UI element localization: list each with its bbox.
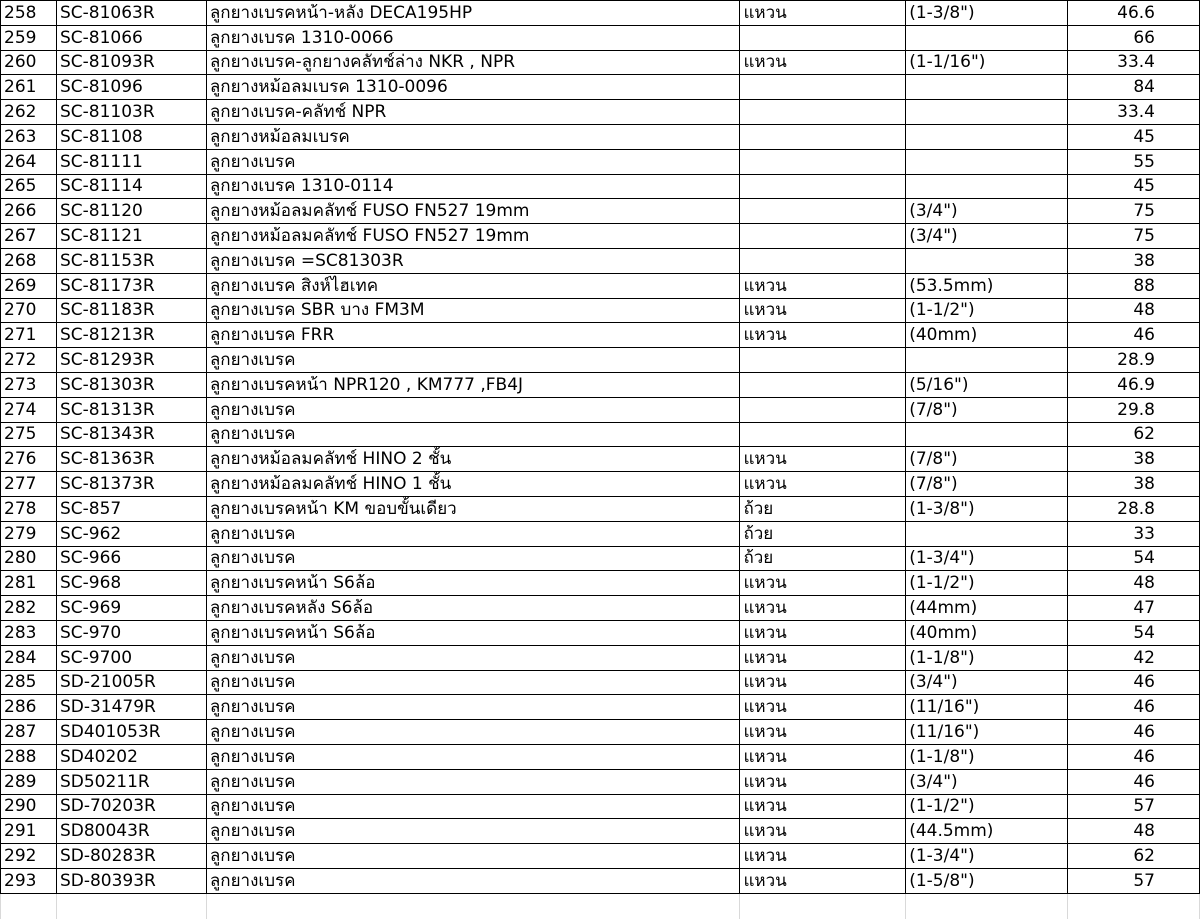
cell-part-code[interactable]: SC-969	[56, 596, 206, 621]
cell-description[interactable]: ลูกยางเบรค	[206, 348, 740, 373]
cell-description[interactable]: ลูกยางเบรคหน้า S6ล้อ	[206, 571, 740, 596]
cell-part-code[interactable]: SD401053R	[56, 720, 206, 745]
cell-price[interactable]: 46	[1068, 744, 1200, 769]
cell-description[interactable]: ลูกยางเบรคหน้า KM ขอบขั้นเดียว	[206, 496, 740, 521]
cell-price[interactable]: 45	[1068, 174, 1200, 199]
cell-description[interactable]: ลูกยางหม้อลมคลัทช์ HINO 2 ชั้น	[206, 447, 740, 472]
cell-size[interactable]: (1-1/2")	[906, 794, 1068, 819]
cell-type[interactable]: แหวน	[740, 868, 906, 893]
cell-price[interactable]: 33	[1068, 521, 1200, 546]
cell-size[interactable]: (1-3/4")	[906, 844, 1068, 869]
cell-type[interactable]: แหวน	[740, 50, 906, 75]
empty-cell[interactable]	[740, 893, 906, 919]
cell-price[interactable]: 28.8	[1068, 496, 1200, 521]
cell-size[interactable]: (3/4")	[906, 224, 1068, 249]
table-row	[1, 422, 1200, 447]
cell-description[interactable]: ลูกยางเบรค	[206, 695, 740, 720]
table-row	[1, 571, 1200, 596]
cell-description[interactable]: ลูกยางเบรค =SC81303R	[206, 248, 740, 273]
cell-description[interactable]: ลูกยางเบรค	[206, 819, 740, 844]
cell-description[interactable]: ลูกยางหม้อลมคลัทช์ FUSO FN527 19mm	[206, 224, 740, 249]
cell-part-code[interactable]: SD80043R	[56, 819, 206, 844]
cell-size[interactable]: (1-1/16")	[906, 50, 1068, 75]
table-row	[1, 521, 1200, 546]
cell-price[interactable]: 84	[1068, 75, 1200, 100]
cell-price[interactable]: 48	[1068, 819, 1200, 844]
table-row	[1, 174, 1200, 199]
cell-description[interactable]: ลูกยางเบรคหลัง S6ล้อ	[206, 596, 740, 621]
cell-size[interactable]: (1-5/8")	[906, 868, 1068, 893]
cell-type[interactable]	[740, 199, 906, 224]
cell-price[interactable]: 66	[1068, 25, 1200, 50]
table-row	[1, 695, 1200, 720]
cell-row-number[interactable]: 265	[1, 174, 57, 199]
cell-type[interactable]: แหวน	[740, 298, 906, 323]
cell-row-number[interactable]: 275	[1, 422, 57, 447]
empty-cell[interactable]	[206, 893, 740, 919]
cell-part-code[interactable]: SC-966	[56, 546, 206, 571]
cell-description[interactable]: ลูกยางเบรคหน้า NPR120 , KM777 ,FB4J	[206, 372, 740, 397]
cell-price[interactable]: 75	[1068, 224, 1200, 249]
cell-part-code[interactable]: SC-81363R	[56, 447, 206, 472]
table-row	[1, 149, 1200, 174]
cell-size[interactable]	[906, 124, 1068, 149]
cell-part-code[interactable]: SD-31479R	[56, 695, 206, 720]
cell-row-number[interactable]: 292	[1, 844, 57, 869]
cell-price[interactable]: 46	[1068, 769, 1200, 794]
table-row	[1, 720, 1200, 745]
cell-row-number[interactable]: 272	[1, 348, 57, 373]
cell-size[interactable]: (44.5mm)	[906, 819, 1068, 844]
cell-type[interactable]: แหวน	[740, 769, 906, 794]
table-row	[1, 124, 1200, 149]
cell-part-code[interactable]: SC-81373R	[56, 472, 206, 497]
cell-price[interactable]: 46.9	[1068, 372, 1200, 397]
cell-size[interactable]: (44mm)	[906, 596, 1068, 621]
cell-price[interactable]: 46	[1068, 323, 1200, 348]
cell-row-number[interactable]: 280	[1, 546, 57, 571]
cell-part-code[interactable]: SD-80393R	[56, 868, 206, 893]
empty-cell[interactable]	[56, 893, 206, 919]
cell-size[interactable]: (11/16")	[906, 720, 1068, 745]
cell-price[interactable]: 88	[1068, 273, 1200, 298]
cell-description[interactable]: ลูกยางเบรค	[206, 546, 740, 571]
table-row	[1, 224, 1200, 249]
cell-price[interactable]: 28.9	[1068, 348, 1200, 373]
table-row	[1, 348, 1200, 373]
cell-part-code[interactable]: SC-81313R	[56, 397, 206, 422]
cell-description[interactable]: ลูกยางเบรคหน้า S6ล้อ	[206, 620, 740, 645]
cell-part-code[interactable]: SD50211R	[56, 769, 206, 794]
cell-row-number[interactable]: 279	[1, 521, 57, 546]
cell-description[interactable]: ลูกยางเบรค	[206, 794, 740, 819]
cell-row-number[interactable]: 282	[1, 596, 57, 621]
cell-price[interactable]: 46.6	[1068, 1, 1200, 26]
cell-size[interactable]: (40mm)	[906, 620, 1068, 645]
cell-part-code[interactable]: SD-70203R	[56, 794, 206, 819]
cell-price[interactable]: 46	[1068, 670, 1200, 695]
cell-description[interactable]: ลูกยางหม้อลมคลัทช์ HINO 1 ชั้น	[206, 472, 740, 497]
cell-part-code[interactable]: SD-80283R	[56, 844, 206, 869]
cell-row-number[interactable]: 286	[1, 695, 57, 720]
cell-row-number[interactable]: 284	[1, 645, 57, 670]
table-row	[1, 298, 1200, 323]
cell-price[interactable]: 45	[1068, 124, 1200, 149]
table-row	[1, 670, 1200, 695]
cell-type[interactable]	[740, 224, 906, 249]
table-row	[1, 50, 1200, 75]
cell-size[interactable]	[906, 422, 1068, 447]
cell-price[interactable]: 42	[1068, 645, 1200, 670]
table-row	[1, 372, 1200, 397]
cell-size[interactable]: (40mm)	[906, 323, 1068, 348]
cell-row-number[interactable]: 268	[1, 248, 57, 273]
cell-type[interactable]: แหวน	[740, 620, 906, 645]
empty-cell[interactable]	[906, 893, 1068, 919]
cell-type[interactable]	[740, 25, 906, 50]
cell-part-code[interactable]: SC-857	[56, 496, 206, 521]
cell-description[interactable]: ลูกยางเบรค 1310-0114	[206, 174, 740, 199]
cell-row-number[interactable]: 271	[1, 323, 57, 348]
cell-row-number[interactable]: 278	[1, 496, 57, 521]
cell-description[interactable]: ลูกยางเบรค 1310-0066	[206, 25, 740, 50]
cell-description[interactable]: ลูกยางเบรค	[206, 149, 740, 174]
table-row	[1, 1, 1200, 26]
table-row	[1, 596, 1200, 621]
cell-price[interactable]: 38	[1068, 248, 1200, 273]
cell-part-code[interactable]: SC-81066	[56, 25, 206, 50]
cell-row-number[interactable]: 258	[1, 1, 57, 26]
cell-row-number[interactable]: 266	[1, 199, 57, 224]
cell-type[interactable]	[740, 248, 906, 273]
cell-type[interactable]: แหวน	[740, 720, 906, 745]
cell-size[interactable]: (1-3/8")	[906, 496, 1068, 521]
cell-type[interactable]	[740, 174, 906, 199]
cell-description[interactable]: ลูกยางเบรค สิงห์ไฮเทค	[206, 273, 740, 298]
cell-type[interactable]: แหวน	[740, 273, 906, 298]
cell-size[interactable]	[906, 149, 1068, 174]
cell-description[interactable]: ลูกยางเบรค	[206, 744, 740, 769]
cell-row-number[interactable]: 262	[1, 100, 57, 125]
cell-part-code[interactable]: SC-81343R	[56, 422, 206, 447]
cell-row-number[interactable]: 264	[1, 149, 57, 174]
cell-description[interactable]: ลูกยางเบรค SBR บาง FM3M	[206, 298, 740, 323]
table-row	[1, 794, 1200, 819]
cell-price[interactable]: 55	[1068, 149, 1200, 174]
cell-price[interactable]: 57	[1068, 868, 1200, 893]
table-row	[1, 868, 1200, 893]
cell-type[interactable]	[740, 100, 906, 125]
cell-size[interactable]: (3/4")	[906, 199, 1068, 224]
cell-size[interactable]: (1-3/8")	[906, 1, 1068, 26]
cell-row-number[interactable]: 273	[1, 372, 57, 397]
cell-row-number[interactable]: 261	[1, 75, 57, 100]
cell-size[interactable]	[906, 100, 1068, 125]
cell-size[interactable]: (3/4")	[906, 670, 1068, 695]
cell-part-code[interactable]: SC-81063R	[56, 1, 206, 26]
table-row	[1, 472, 1200, 497]
cell-type[interactable]	[740, 372, 906, 397]
cell-part-code[interactable]: SC-81096	[56, 75, 206, 100]
cell-size[interactable]	[906, 174, 1068, 199]
cell-size[interactable]: (1-1/2")	[906, 571, 1068, 596]
cell-type[interactable]	[740, 397, 906, 422]
cell-part-code[interactable]: SC-81103R	[56, 100, 206, 125]
cell-row-number[interactable]: 293	[1, 868, 57, 893]
table-row	[1, 75, 1200, 100]
cell-description[interactable]: ลูกยางเบรค	[206, 422, 740, 447]
cell-price[interactable]: 47	[1068, 596, 1200, 621]
cell-description[interactable]: ลูกยางเบรค-คลัทช์ NPR	[206, 100, 740, 125]
table-row	[1, 744, 1200, 769]
cell-description[interactable]: ลูกยางเบรค	[206, 868, 740, 893]
cell-type[interactable]: แหวน	[740, 744, 906, 769]
price-list-body	[1, 1, 1200, 919]
cell-row-number[interactable]: 259	[1, 25, 57, 50]
cell-row-number[interactable]: 263	[1, 124, 57, 149]
cell-size[interactable]	[906, 75, 1068, 100]
cell-part-code[interactable]: SC-81173R	[56, 273, 206, 298]
cell-type[interactable]	[740, 422, 906, 447]
cell-part-code[interactable]: SC-81213R	[56, 323, 206, 348]
empty-row	[1, 893, 1200, 919]
cell-row-number[interactable]: 291	[1, 819, 57, 844]
table-row	[1, 199, 1200, 224]
cell-description[interactable]: ลูกยางเบรค	[206, 769, 740, 794]
cell-size[interactable]: (1-1/8")	[906, 744, 1068, 769]
cell-part-code[interactable]: SC-81120	[56, 199, 206, 224]
cell-type[interactable]: แหวน	[740, 1, 906, 26]
table-row	[1, 620, 1200, 645]
cell-size[interactable]	[906, 25, 1068, 50]
cell-row-number[interactable]: 289	[1, 769, 57, 794]
cell-price[interactable]: 57	[1068, 794, 1200, 819]
cell-type[interactable]: แหวน	[740, 695, 906, 720]
cell-price[interactable]: 54	[1068, 620, 1200, 645]
cell-row-number[interactable]: 290	[1, 794, 57, 819]
cell-type[interactable]: แหวน	[740, 670, 906, 695]
cell-type[interactable]: ถ้วย	[740, 496, 906, 521]
cell-price[interactable]: 33.4	[1068, 100, 1200, 125]
cell-part-code[interactable]: SC-962	[56, 521, 206, 546]
cell-price[interactable]: 46	[1068, 695, 1200, 720]
cell-part-code[interactable]: SC-81293R	[56, 348, 206, 373]
table-row	[1, 546, 1200, 571]
cell-type[interactable]: แหวน	[740, 447, 906, 472]
table-row	[1, 447, 1200, 472]
cell-size[interactable]: (11/16")	[906, 695, 1068, 720]
cell-type[interactable]: แหวน	[740, 645, 906, 670]
cell-size[interactable]	[906, 348, 1068, 373]
cell-type[interactable]	[740, 75, 906, 100]
cell-part-code[interactable]: SC-81183R	[56, 298, 206, 323]
cell-description[interactable]: ลูกยางเบรค	[206, 521, 740, 546]
cell-size[interactable]: (7/8")	[906, 447, 1068, 472]
cell-size[interactable]: (3/4")	[906, 769, 1068, 794]
cell-type[interactable]: แหวน	[740, 596, 906, 621]
cell-row-number[interactable]: 276	[1, 447, 57, 472]
cell-type[interactable]	[740, 348, 906, 373]
empty-cell[interactable]	[1068, 893, 1200, 919]
empty-cell[interactable]	[1, 893, 57, 919]
cell-part-code[interactable]: SD40202	[56, 744, 206, 769]
cell-type[interactable]: แหวน	[740, 472, 906, 497]
table-row	[1, 769, 1200, 794]
cell-description[interactable]: ลูกยางเบรคหน้า-หลัง DECA195HP	[206, 1, 740, 26]
cell-type[interactable]: ถ้วย	[740, 546, 906, 571]
cell-row-number[interactable]: 274	[1, 397, 57, 422]
cell-description[interactable]: ลูกยางเบรค FRR	[206, 323, 740, 348]
cell-description[interactable]: ลูกยางหม้อลมเบรค	[206, 124, 740, 149]
cell-part-code[interactable]: SD-21005R	[56, 670, 206, 695]
cell-type[interactable]	[740, 149, 906, 174]
cell-row-number[interactable]: 260	[1, 50, 57, 75]
cell-part-code[interactable]: SC-970	[56, 620, 206, 645]
cell-row-number[interactable]: 285	[1, 670, 57, 695]
cell-description[interactable]: ลูกยางหม้อลมคลัทช์ FUSO FN527 19mm	[206, 199, 740, 224]
cell-row-number[interactable]: 281	[1, 571, 57, 596]
cell-type[interactable]: แหวน	[740, 844, 906, 869]
cell-row-number[interactable]: 283	[1, 620, 57, 645]
cell-row-number[interactable]: 287	[1, 720, 57, 745]
cell-price[interactable]: 62	[1068, 844, 1200, 869]
cell-description[interactable]: ลูกยางเบรค	[206, 397, 740, 422]
cell-description[interactable]: ลูกยางเบรค	[206, 670, 740, 695]
cell-part-code[interactable]: SC-81108	[56, 124, 206, 149]
cell-price[interactable]: 46	[1068, 720, 1200, 745]
table-row	[1, 323, 1200, 348]
cell-size[interactable]: (1-1/8")	[906, 645, 1068, 670]
cell-row-number[interactable]: 270	[1, 298, 57, 323]
table-row	[1, 645, 1200, 670]
cell-size[interactable]: (7/8")	[906, 397, 1068, 422]
cell-type[interactable]: ถ้วย	[740, 521, 906, 546]
cell-row-number[interactable]: 269	[1, 273, 57, 298]
cell-type[interactable]: แหวน	[740, 819, 906, 844]
table-row	[1, 819, 1200, 844]
cell-description[interactable]: ลูกยางหม้อลมเบรค 1310-0096	[206, 75, 740, 100]
cell-description[interactable]: ลูกยางเบรค	[206, 844, 740, 869]
cell-price[interactable]: 62	[1068, 422, 1200, 447]
cell-size[interactable]	[906, 521, 1068, 546]
cell-price[interactable]: 33.4	[1068, 50, 1200, 75]
cell-description[interactable]: ลูกยางเบรค	[206, 645, 740, 670]
cell-description[interactable]: ลูกยางเบรค-ลูกยางคลัทช์ล่าง NKR , NPR	[206, 50, 740, 75]
cell-type[interactable]: แหวน	[740, 323, 906, 348]
cell-part-code[interactable]: SC-968	[56, 571, 206, 596]
cell-part-code[interactable]: SC-81303R	[56, 372, 206, 397]
cell-part-code[interactable]: SC-9700	[56, 645, 206, 670]
cell-price[interactable]: 54	[1068, 546, 1200, 571]
cell-part-code[interactable]: SC-81153R	[56, 248, 206, 273]
table-row	[1, 397, 1200, 422]
table-row	[1, 25, 1200, 50]
table-row	[1, 273, 1200, 298]
cell-size[interactable]: (1-3/4")	[906, 546, 1068, 571]
cell-price[interactable]: 48	[1068, 571, 1200, 596]
cell-size[interactable]: (5/16")	[906, 372, 1068, 397]
cell-size[interactable]: (1-1/2")	[906, 298, 1068, 323]
cell-row-number[interactable]: 277	[1, 472, 57, 497]
cell-part-code[interactable]: SC-81111	[56, 149, 206, 174]
cell-type[interactable]: แหวน	[740, 571, 906, 596]
cell-price[interactable]: 38	[1068, 447, 1200, 472]
table-row	[1, 496, 1200, 521]
table-row	[1, 844, 1200, 869]
cell-description[interactable]: ลูกยางเบรค	[206, 720, 740, 745]
cell-row-number[interactable]: 267	[1, 224, 57, 249]
cell-type[interactable]	[740, 124, 906, 149]
cell-price[interactable]: 38	[1068, 472, 1200, 497]
cell-row-number[interactable]: 288	[1, 744, 57, 769]
cell-part-code[interactable]: SC-81114	[56, 174, 206, 199]
cell-type[interactable]: แหวน	[740, 794, 906, 819]
cell-part-code[interactable]: SC-81121	[56, 224, 206, 249]
table-row	[1, 100, 1200, 125]
cell-price[interactable]: 48	[1068, 298, 1200, 323]
cell-size[interactable]: (7/8")	[906, 472, 1068, 497]
cell-part-code[interactable]: SC-81093R	[56, 50, 206, 75]
cell-size[interactable]: (53.5mm)	[906, 273, 1068, 298]
cell-size[interactable]	[906, 248, 1068, 273]
cell-price[interactable]: 75	[1068, 199, 1200, 224]
table-row	[1, 248, 1200, 273]
cell-price[interactable]: 29.8	[1068, 397, 1200, 422]
